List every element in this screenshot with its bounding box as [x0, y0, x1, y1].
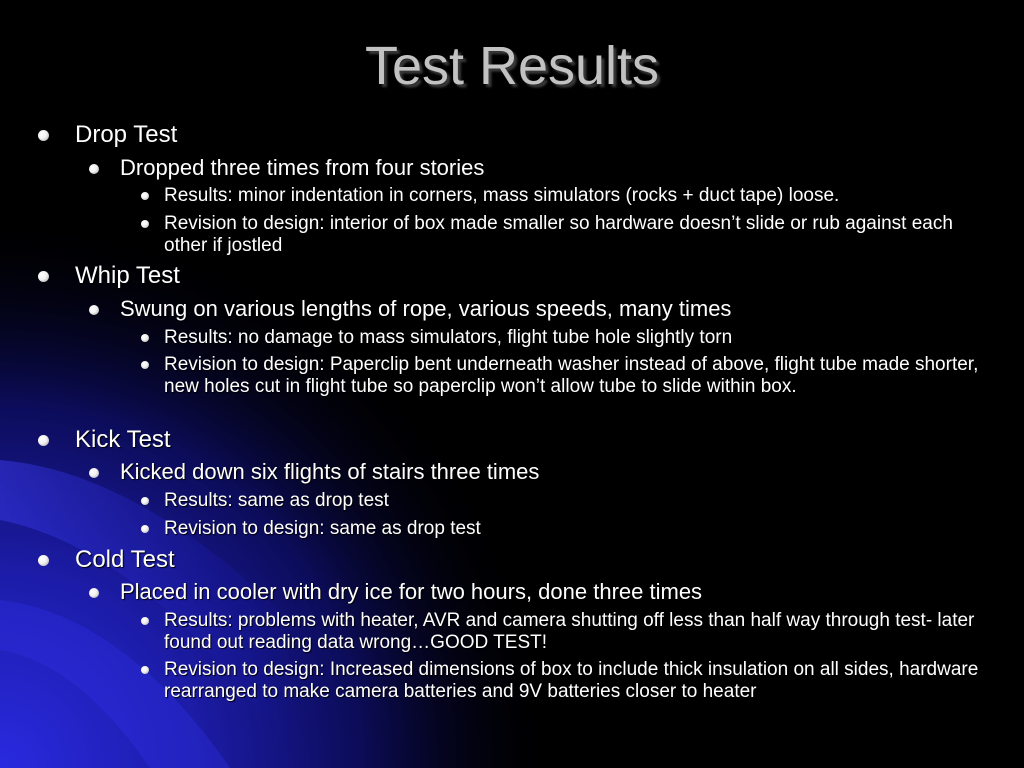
section-results: Results: same as drop test — [164, 490, 389, 511]
bullet-dot-icon — [141, 220, 149, 228]
section-subheading: Dropped three times from four stories — [120, 155, 485, 180]
section-revision: Revision to design: same as drop test — [164, 518, 481, 539]
section-revision: Revision to design: Paperclip bent underneath washer instead of above, flight tube made shorter, new holes cut in flight tube so paperclip won’t allow tube to slide within box. — [164, 354, 979, 397]
section-revision: Revision to design: interior of box made smaller so hardware doesn’t slide or rub against each other if jostled — [164, 213, 953, 256]
bullet-dot-icon — [141, 617, 149, 625]
bullet-dot-icon — [89, 468, 99, 478]
bullet-dot-icon — [141, 334, 149, 342]
bullet-dot-icon — [141, 361, 149, 369]
bullet-dot-icon — [89, 305, 99, 315]
section-results: Results: minor indentation in corners, mass simulators (rocks + duct tape) loose. — [164, 185, 840, 206]
section-subheading: Swung on various lengths of rope, various speeds, many times — [120, 296, 732, 321]
bullet-dot-icon — [141, 497, 149, 505]
bullet-dot-icon — [89, 164, 99, 174]
bullet-dot-icon — [89, 588, 99, 598]
bullet-dot-icon — [141, 666, 149, 674]
bullet-dot-icon — [38, 555, 49, 566]
section-results: Results: no damage to mass simulators, flight tube hole slightly torn — [164, 327, 733, 348]
slide-title: Test Results — [364, 36, 660, 96]
section-heading: Whip Test — [75, 262, 180, 289]
bullet-dot-icon — [141, 192, 149, 200]
section-heading: Cold Test — [75, 546, 175, 573]
bullet-dot-icon — [141, 525, 149, 533]
section-subheading: Placed in cooler with dry ice for two hours, done three times — [120, 579, 703, 604]
section-heading: Kick Test — [75, 426, 171, 453]
bullet-dot-icon — [38, 271, 49, 282]
section-heading: Drop Test — [75, 121, 178, 148]
section-results: Results: problems with heater, AVR and camera shutting off less than half way through test- later found out reading data wrong…GOOD TEST! — [164, 610, 975, 653]
bullet-dot-icon — [38, 130, 49, 141]
section-revision: Revision to design: Increased dimensions of box to include thick insulation on all sides, hardware rearranged to make camera batteries and 9V batteries closer to heater — [164, 659, 979, 702]
bullet-dot-icon — [38, 435, 49, 446]
section-subheading: Kicked down six flights of stairs three times — [120, 459, 540, 484]
